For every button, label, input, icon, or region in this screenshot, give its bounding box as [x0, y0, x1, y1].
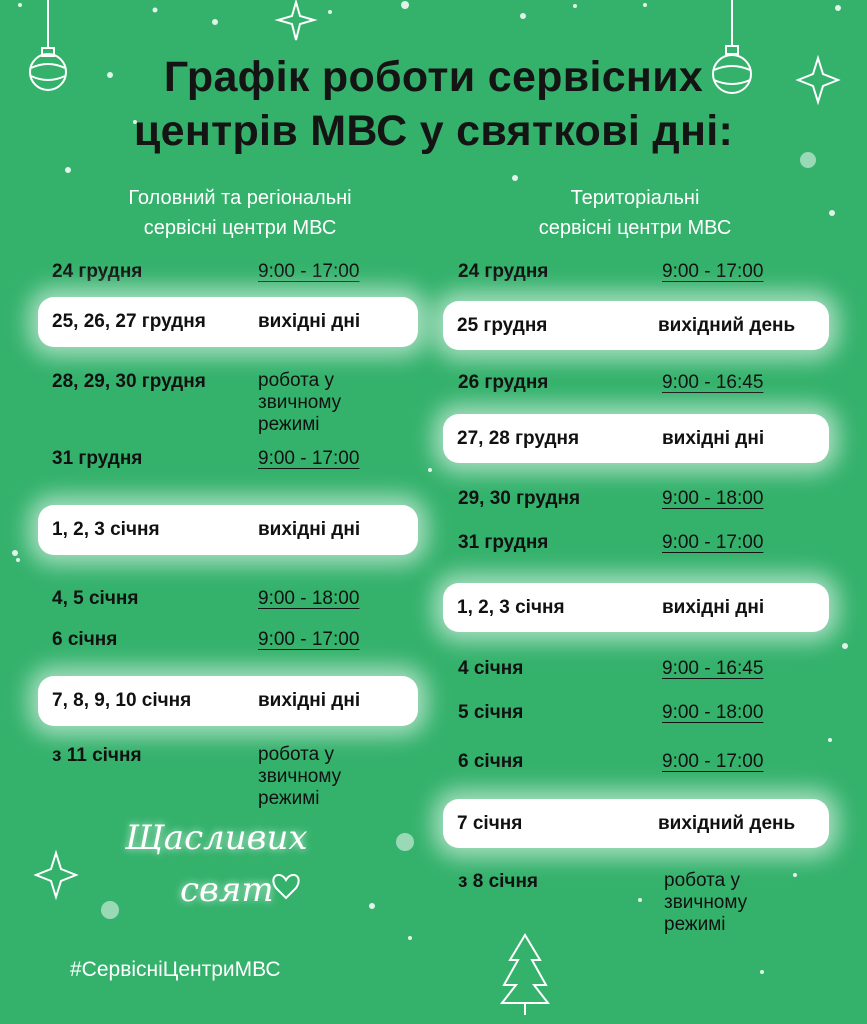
row-status: робота у звичному режимі — [258, 744, 342, 809]
row-status: робота у звичному режимі — [664, 870, 748, 935]
row-status: вихідні дні — [258, 690, 361, 711]
row-date: 6 січня — [458, 751, 524, 772]
schedule-row-holiday — [443, 301, 829, 350]
row-date: 28, 29, 30 грудня — [52, 371, 206, 392]
row-status: вихідні дні — [662, 597, 765, 618]
row-date: 29, 30 грудня — [458, 488, 581, 509]
row-date: 4 січня — [458, 658, 524, 679]
row-hours: 9:00 - 16:45 — [662, 658, 764, 679]
greeting-line-2: свят — [180, 870, 274, 910]
schedule-row-holiday — [443, 414, 829, 463]
row-hours: 9:00 - 17:00 — [258, 629, 360, 650]
row-status: вихідний день — [658, 813, 796, 834]
row-status: вихідний день — [658, 315, 796, 336]
row-date: 31 грудня — [458, 532, 549, 553]
row-date: 26 грудня — [458, 372, 549, 393]
schedule-row-holiday — [443, 799, 829, 848]
right-heading-line-2: сервісні центри МВС — [538, 217, 732, 239]
star-icon — [36, 853, 76, 897]
page-title — [0, 50, 867, 158]
left-heading-line-1: Головний та регіональні — [128, 187, 352, 209]
row-date: 31 грудня — [52, 448, 143, 469]
row-hours: 9:00 - 17:00 — [662, 751, 764, 772]
row-date: 24 грудня — [458, 261, 549, 282]
row-date: 25 грудня — [457, 315, 548, 336]
heart-icon — [273, 875, 298, 898]
row-hours: 9:00 - 17:00 — [662, 261, 764, 282]
title-line-1: Графік роботи сервісних — [163, 53, 704, 101]
row-hours: 9:00 - 17:00 — [662, 532, 764, 553]
row-date: 24 грудня — [52, 261, 143, 282]
right-column-heading — [460, 183, 810, 243]
title-line-2: центрів МВС у святкові дні: — [133, 107, 734, 155]
row-hours: 9:00 - 17:00 — [258, 448, 360, 469]
row-hours: 9:00 - 18:00 — [662, 702, 764, 723]
row-hours: 9:00 - 18:00 — [662, 488, 764, 509]
row-hours: 9:00 - 16:45 — [662, 372, 764, 393]
schedule-row-holiday — [38, 505, 418, 555]
schedule-row-holiday — [38, 297, 418, 347]
row-status: вихідні дні — [662, 428, 765, 449]
row-hours: 9:00 - 18:00 — [258, 588, 360, 609]
greeting-line-1: Щасливих — [125, 818, 308, 858]
row-date: з 8 січня — [458, 871, 539, 892]
hashtag: #СервісніЦентриМВС — [70, 958, 281, 981]
left-heading-line-2: сервісні центри МВС — [143, 217, 337, 239]
row-date: 1, 2, 3 січня — [52, 519, 160, 540]
right-heading-line-1: Територіальні — [570, 187, 700, 209]
row-date: 27, 28 грудня — [457, 428, 580, 449]
row-date: 25, 26, 27 грудня — [52, 311, 206, 332]
schedule-row-holiday — [38, 676, 418, 726]
row-status: робота у звичному режимі — [258, 370, 342, 435]
row-status: вихідні дні — [258, 311, 361, 332]
row-date: 4, 5 січня — [52, 588, 139, 609]
row-date: 5 січня — [458, 702, 524, 723]
row-status: вихідні дні — [258, 519, 361, 540]
row-date: з 11 січня — [52, 745, 142, 766]
star-icon — [278, 2, 314, 40]
left-column-heading — [60, 183, 420, 243]
row-date: 1, 2, 3 січня — [457, 597, 565, 618]
row-date: 6 січня — [52, 629, 118, 650]
row-date: 7 січня — [457, 813, 523, 834]
schedule-row-holiday — [443, 583, 829, 632]
christmas-tree-icon — [502, 935, 548, 1015]
row-hours: 9:00 - 17:00 — [258, 261, 360, 282]
row-date: 7, 8, 9, 10 січня — [52, 690, 192, 711]
